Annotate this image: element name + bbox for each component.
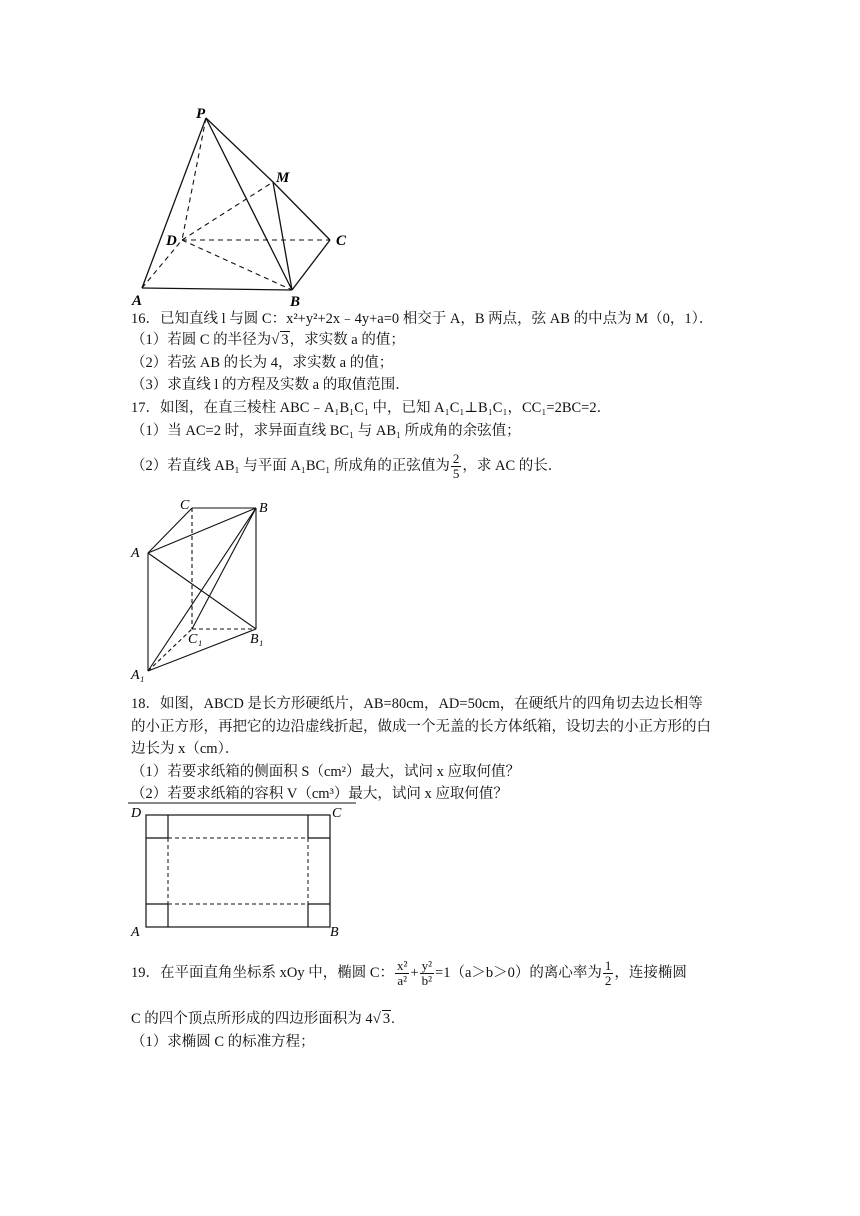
q18-line1: 18．如图，ABCD 是长方形硬纸片，AB=80cm，AD=50cm，在硬纸片的四角切去边长相等 — [131, 696, 703, 712]
fig1-label-B: B — [290, 294, 301, 310]
q19-e-den: 2 — [604, 973, 612, 989]
fig1-label-A: A — [132, 293, 143, 309]
q16-part1-pre: （1）若圆 C 的半径为 — [131, 332, 272, 348]
q19-y-fraction — [420, 959, 434, 988]
q16-part1-radicand: 3 — [281, 332, 289, 348]
fig2-label-B: B — [259, 501, 268, 516]
q16-stem: 16．已知直线 l 与圆 C：x²+y²+2x﹣4y+a=0 相交于 A，B 两点，弦 AB 的中点为 M（0，1）． — [131, 311, 714, 327]
q18-line2: 的小正方形，再把它的边沿虚线折起，做成一个无盖的长方体纸箱，设切去的小正方形的白 — [131, 719, 711, 735]
fig3-label-A: A — [131, 925, 140, 940]
q17-stem: 17．如图，在直三棱柱 ABC﹣A₁B₁C₁ 中，已知 A₁C₁⊥B₁C₁，CC₁=2BC=2． — [131, 400, 612, 416]
q19-x-den: a² — [397, 973, 408, 989]
q19-plus: + — [410, 965, 419, 981]
fig2-label-A: A — [131, 546, 140, 561]
fig2-label-A1: A₁ — [131, 668, 145, 683]
cardboard-figure — [128, 798, 358, 944]
q16-part3: （3）求直线 l 的方程及实数 a 的取值范围． — [131, 377, 410, 393]
fig1-label-C: C — [336, 233, 347, 249]
q17-part2 — [131, 448, 562, 484]
pyramid-figure — [130, 100, 360, 310]
q16-part1-post: ，求实数 a 的值； — [289, 332, 405, 348]
q19-line1-post: ，连接椭圆 — [614, 965, 687, 981]
sqrt-icon: √ — [271, 332, 280, 348]
q16-part2: （2）若弦 AB 的长为 4，求实数 a 的值； — [131, 355, 394, 371]
q19-line2-post: . — [391, 1011, 395, 1027]
q19-e-num: 1 — [604, 958, 612, 974]
q19-x-fraction — [395, 959, 409, 988]
q19-line2-pre: C 的四个顶点所形成的四边形面积为 4 — [131, 1011, 373, 1027]
q19-e-fraction — [603, 959, 614, 988]
q19-x-num: x² — [397, 958, 408, 974]
q18-line3: 边长为 x（cm）． — [131, 741, 240, 757]
fig1-label-M: M — [276, 170, 290, 186]
q17-part2-post: ，求 AC 的长． — [462, 458, 563, 474]
q19-part1: （1）求椭圆 C 的标准方程； — [131, 1034, 315, 1050]
q17-part1: （1）当 AC=2 时，求异面直线 BC₁ 与 AB₁ 所成角的余弦值； — [131, 423, 521, 439]
q17-part2-pre: （2）若直线 AB₁ 与平面 A₁BC₁ 所成角的正弦值为 — [131, 458, 450, 474]
fig1-label-P: P — [196, 106, 206, 122]
q19-line1-pre: 19．在平面直角坐标系 xOy 中，椭圆 C： — [131, 965, 395, 981]
fig3-label-C: C — [332, 806, 342, 821]
fig3-label-D: D — [131, 806, 142, 821]
q19-y-den: b² — [421, 973, 433, 989]
q19-line1-mid: =1（a＞b＞0）的离心率为 — [435, 965, 602, 981]
q19-line2-radicand: 3 — [382, 1011, 391, 1027]
fig1-label-D: D — [166, 233, 177, 249]
sqrt-icon: √ — [372, 1011, 381, 1027]
fig2-label-C1: C₁ — [188, 632, 203, 647]
q19-line1 — [131, 950, 687, 996]
q17-fraction-den: 5 — [452, 466, 460, 482]
q18-part2: （2）若要求纸箱的容积 V（cm³）最大，试问 x 应取何值？ — [131, 786, 508, 802]
fig2-label-C: C — [180, 498, 190, 513]
fig3-label-B: B — [330, 925, 339, 940]
prism-figure — [128, 495, 288, 685]
q18-part1: （1）若要求纸箱的侧面积 S（cm²）最大，试问 x 应取何值？ — [131, 764, 520, 780]
q19-y-num: y² — [421, 958, 433, 974]
q17-fraction-num: 2 — [452, 451, 460, 467]
q19-line2 — [131, 1009, 395, 1029]
fig2-label-B1: B₁ — [250, 632, 264, 647]
q16-part1 — [131, 330, 405, 350]
q17-fraction — [451, 452, 462, 481]
